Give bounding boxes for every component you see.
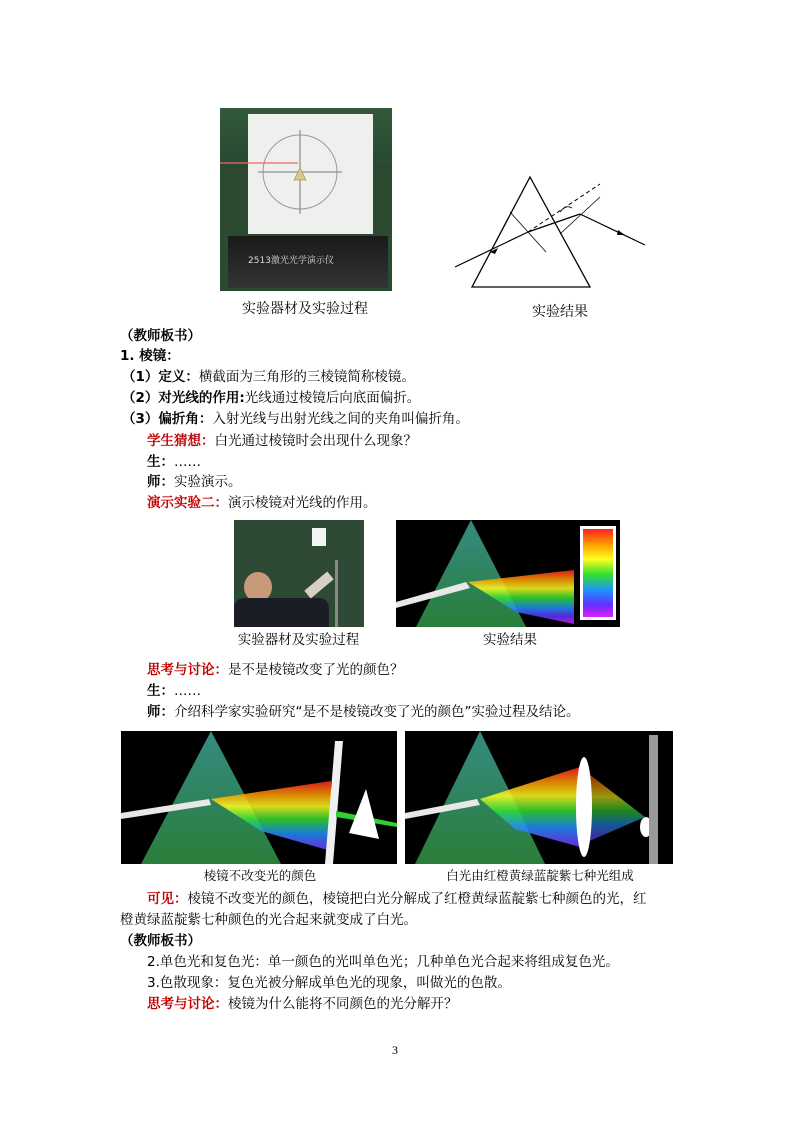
prism-dispersion-image	[396, 520, 620, 627]
teacher-label: 师：	[147, 474, 174, 490]
mid-right-caption: 实验结果	[483, 632, 537, 648]
top-left-caption: 实验器材及实验过程	[242, 301, 368, 317]
deviation-angle	[122, 410, 469, 428]
angle-term: （3）偏折角：	[122, 411, 213, 427]
effect-term: （2）对光线的作用:	[122, 390, 245, 406]
prism-effect	[122, 389, 420, 407]
teacher-reply-2	[147, 703, 580, 721]
demo-text: 演示棱镜对光线的作用。	[228, 495, 377, 511]
angle-text: 入射光线与出射光线之间的夹角叫偏折角。	[212, 411, 469, 427]
point-dispersion: 3.色散现象：复色光被分解成单色光的现象，叫做光的色散。	[147, 975, 511, 991]
mid-left-caption: 实验器材及实验过程	[237, 632, 360, 648]
prism-refraction-diagram	[450, 172, 650, 292]
student-text-2: ……	[174, 683, 201, 699]
teacher-text: 实验演示。	[174, 474, 242, 490]
definition-term: （1）定义：	[122, 369, 199, 385]
prism-definition	[122, 368, 415, 386]
student-reply-2	[147, 682, 201, 700]
discuss-label-2: 思考与讨论：	[147, 996, 228, 1012]
student-guess	[147, 432, 417, 450]
teacher-text-2: 介绍科学家实验研究“是不是棱镜改变了光的颜色”实验过程及结论。	[174, 704, 580, 720]
top-right-caption: 实验结果	[532, 304, 588, 320]
student-reply-1	[147, 453, 201, 471]
teacher-demo-photo	[234, 520, 364, 627]
prism-no-color-change-image	[121, 731, 397, 864]
visible-text-1: 棱镜不改变光的颜色，棱镜把白光分解成了红橙黄绿蓝靛紫七种颜色的光，红	[187, 891, 647, 907]
discuss-text-1: 是不是棱镜改变了光的颜色？	[228, 662, 404, 678]
teacher-arm	[304, 572, 333, 599]
device-label: 2513激光光学演示仪	[248, 256, 334, 266]
student-guess-text: 白光通过棱镜时会出现什么现象？	[214, 433, 417, 449]
page-number: 3	[392, 1043, 398, 1057]
definition-text: 横截面为三角形的三棱镜简称棱镜。	[198, 369, 415, 385]
white-card	[312, 528, 326, 546]
student-label: 生：	[147, 454, 174, 470]
stand-rod	[335, 560, 338, 627]
visible-label: 可见：	[147, 891, 188, 907]
device-photo	[220, 108, 392, 291]
bottom-left-caption: 棱镜不改变光的颜色	[203, 868, 317, 883]
prism-recombination-image	[405, 731, 673, 864]
board-note-2: （教师板书）	[120, 933, 201, 949]
conclusion-line-2: 橙黄绿蓝靛紫七种颜色的光合起来就变成了白光。	[120, 912, 417, 928]
point-monochromatic: 2.单色光和复色光：单一颜色的光叫单色光；几种单色光合起来将组成复色光。	[147, 954, 619, 970]
discussion-1	[147, 661, 404, 679]
student-text: ……	[174, 454, 201, 470]
teacher-body	[234, 598, 329, 627]
teacher-label-2: 师：	[147, 704, 174, 720]
conclusion-line-1	[147, 890, 647, 908]
discussion-2	[147, 995, 458, 1013]
demo-experiment	[147, 494, 377, 512]
discuss-label-1: 思考与讨论：	[147, 662, 228, 678]
discuss-text-2: 棱镜为什么能将不同颜色的光分解开？	[228, 996, 458, 1012]
bottom-right-caption: 白光由红橙黄绿蓝靛紫七种光组成	[446, 868, 634, 883]
teacher-reply-1	[147, 473, 242, 491]
student-label-2: 生：	[147, 683, 174, 699]
student-guess-label: 学生猜想：	[147, 433, 215, 449]
demo-label: 演示实验二：	[147, 495, 228, 511]
board-note-1: （教师板书）	[120, 328, 201, 344]
heading-prism: 1. 棱镜：	[120, 348, 180, 364]
effect-text: 光线通过棱镜后向底面偏折。	[244, 390, 421, 406]
